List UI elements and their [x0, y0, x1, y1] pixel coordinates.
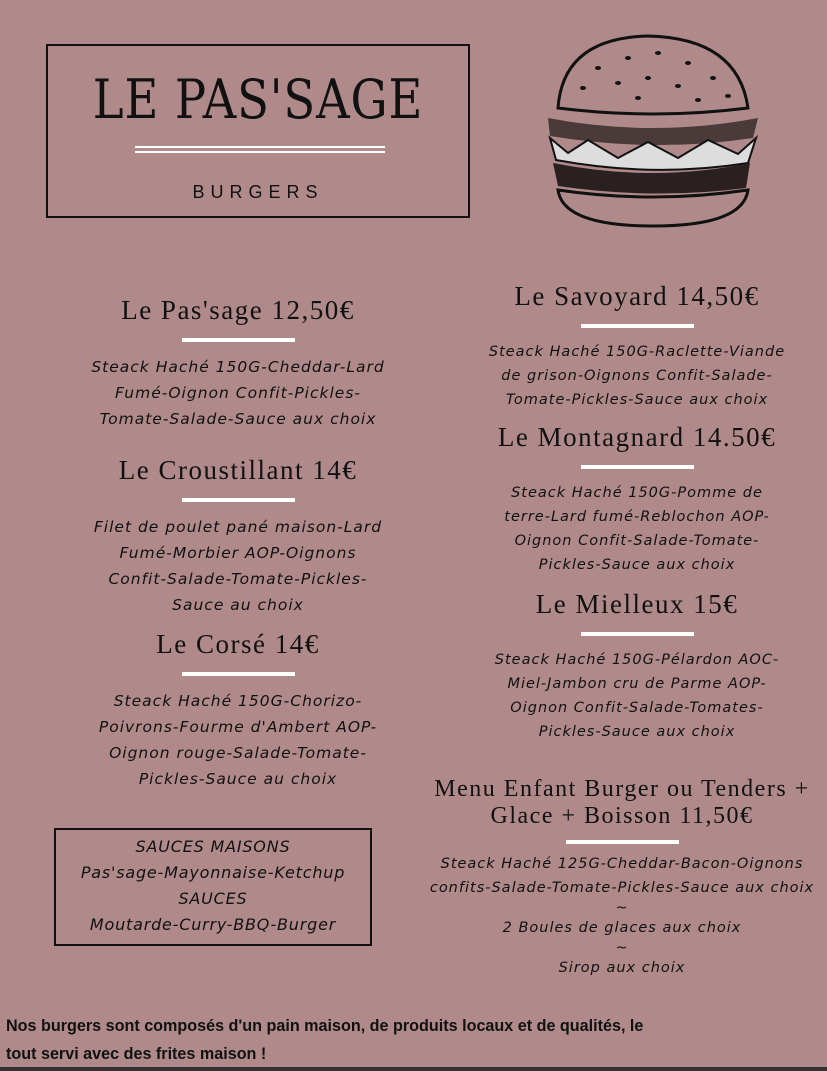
- menu-item-corse: [28, 630, 448, 792]
- item-desc-line: Steack Haché 150G-Pomme de: [511, 485, 763, 501]
- item-desc-line: Pickles-Sauce aux choix: [538, 557, 736, 573]
- sauces-heading: SAUCES MAISONS: [135, 837, 291, 856]
- item-desc-line: 2 Boules de glaces aux choix: [502, 920, 742, 936]
- sauces-box: [54, 828, 372, 946]
- item-desc-line: Confit-Salade-Tomate-Pickles-: [108, 570, 368, 588]
- item-title: Le Pas'sage 12,50€: [121, 295, 355, 325]
- item-desc-line: Oignon Confit-Salade-Tomates-: [510, 700, 764, 716]
- item-title: Glace + Boisson 11,50€: [490, 803, 754, 829]
- item-desc-line: Pickles-Sauce aux choix: [538, 724, 736, 740]
- item-desc-line: Steack Haché 125G-Cheddar-Bacon-Oignons: [440, 856, 804, 872]
- menu-item-croustillant: [28, 456, 448, 618]
- brand-name: LE PAS'SAGE: [92, 68, 424, 131]
- item-desc-line: Miel-Jambon cru de Parme AOP-: [507, 676, 767, 692]
- item-desc-line: Steack Haché 150G-Cheddar-Lard: [91, 358, 385, 376]
- menu-item-passage: [28, 296, 448, 432]
- burger-illustration: [538, 28, 763, 233]
- item-desc-line: Oignon rouge-Salade-Tomate-: [109, 744, 367, 762]
- menu-item-enfant: [417, 776, 827, 980]
- item-desc-line: Steack Haché 150G-Chorizo-: [113, 692, 363, 710]
- item-desc-line: Tomate-Pickles-Sauce aux choix: [505, 392, 769, 408]
- brand-subtitle: BURGERS: [192, 182, 324, 202]
- item-title: Le Savoyard 14,50€: [514, 281, 760, 311]
- item-desc-line: Sauce au choix: [172, 596, 304, 614]
- sauces-list: Moutarde-Curry-BBQ-Burger: [89, 915, 337, 934]
- item-title: Le Montagnard 14.50€: [497, 422, 777, 452]
- item-desc-line: Sirop aux choix: [558, 960, 686, 976]
- item-desc-line: Steack Haché 150G-Pélardon AOC-: [494, 652, 780, 668]
- footer-line: Nos burgers sont composés d'un pain maison, de produits locaux et de qualités, le: [6, 1016, 644, 1035]
- item-desc-line: ~: [615, 900, 629, 916]
- item-desc-line: Pickles-Sauce au choix: [138, 770, 338, 788]
- sauces-list: Pas'sage-Mayonnaise-Ketchup: [80, 863, 346, 882]
- item-desc-line: terre-Lard fumé-Reblochon AOP-: [504, 509, 770, 525]
- item-desc-line: de grison-Oignons Confit-Salade-: [501, 368, 773, 384]
- title-box: [46, 44, 470, 218]
- underline: [566, 840, 679, 844]
- underline: [182, 338, 295, 342]
- item-desc-line: Fumé-Morbier AOP-Oignons: [119, 544, 357, 562]
- item-desc-line: Filet de poulet pané maison-Lard: [93, 518, 383, 536]
- underline: [182, 672, 295, 676]
- item-title: Le Mielleux 15€: [535, 589, 739, 619]
- item-desc-line: confits-Salade-Tomate-Pickles-Sauce aux choix: [429, 880, 815, 896]
- sauces-heading: SAUCES: [178, 889, 248, 908]
- footer-line: tout servi avec des frites maison !: [6, 1044, 267, 1063]
- item-desc-line: ~: [615, 940, 629, 956]
- item-title: Le Corsé 14€: [156, 629, 320, 659]
- double-divider: [135, 146, 385, 153]
- menu-item-mielleux: [437, 590, 827, 744]
- bottom-strip: [0, 1067, 827, 1071]
- item-desc-line: Fumé-Oignon Confit-Pickles-: [115, 384, 361, 402]
- menu-item-montagnard: [437, 423, 827, 577]
- menu-item-savoyard: [437, 282, 827, 412]
- item-desc-line: Oignon Confit-Salade-Tomate-: [514, 533, 760, 549]
- item-desc-line: Poivrons-Fourme d'Ambert AOP-: [98, 718, 378, 736]
- item-title: Menu Enfant Burger ou Tenders +: [434, 776, 810, 802]
- underline: [581, 465, 694, 469]
- underline: [581, 324, 694, 328]
- footer-note: [6, 1012, 766, 1068]
- item-title: Le Croustillant 14€: [118, 455, 358, 485]
- item-desc-line: Tomate-Salade-Sauce aux choix: [99, 410, 377, 428]
- underline: [581, 632, 694, 636]
- underline: [182, 498, 295, 502]
- item-desc-line: Steack Haché 150G-Raclette-Viande: [488, 344, 786, 360]
